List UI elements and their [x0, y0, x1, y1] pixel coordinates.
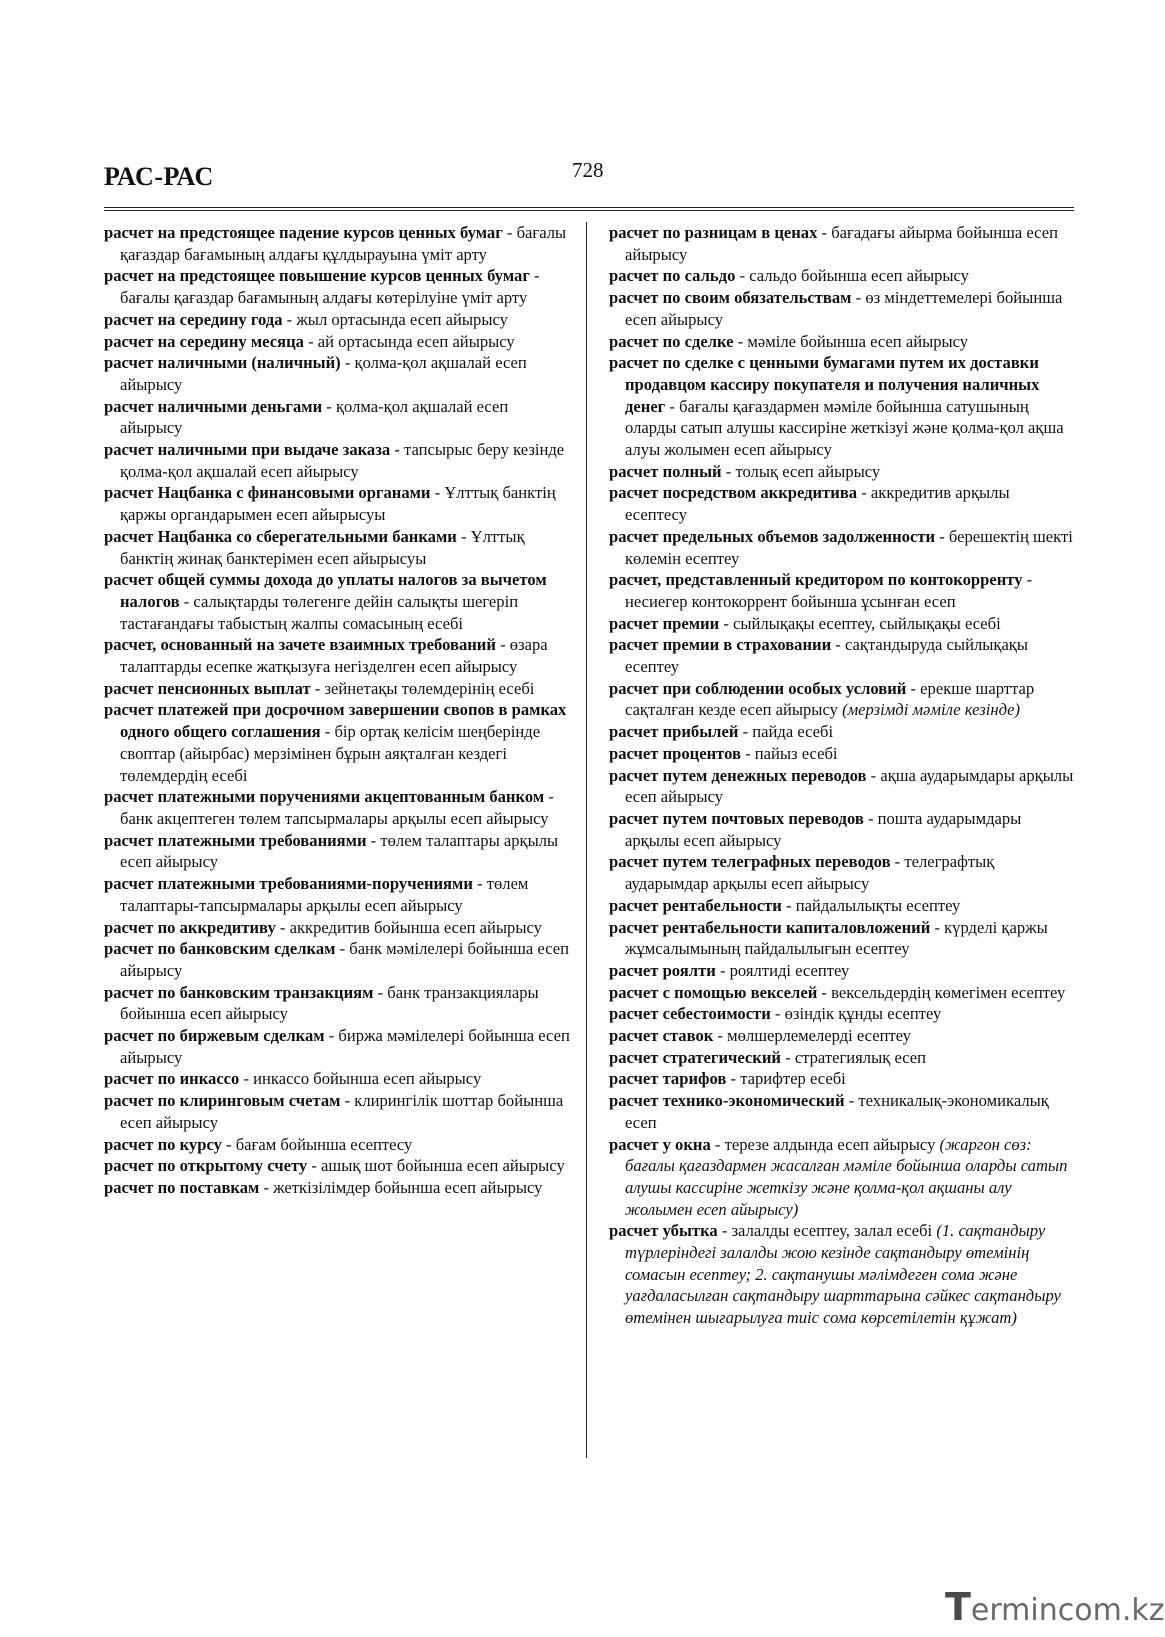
entry-definition: залалды есептеу, залал есебі: [731, 1221, 933, 1241]
entry-term: расчет платежными требованиями: [104, 830, 367, 850]
dictionary-entry: расчет предельных объемов задолженности - берешектің шекті көлемін есептеу: [609, 526, 1073, 568]
dictionary-entry: расчет премии - сыйлықақы есептеу, сыйлықақы есебі: [609, 613, 1001, 633]
entry-term: расчет платежными требованиями-поручениями: [104, 874, 473, 894]
dictionary-entry: расчет по открытому счету - ашық шот бойынша есеп айырысу: [104, 1156, 565, 1176]
entry-definition: сыйлықақы есептеу, сыйлықақы есебі: [733, 613, 1001, 633]
entry-term: расчет по сальдо: [609, 266, 736, 286]
entry-definition: бағалы қағаздармен мәміле бойынша сатушының оларды сатып алушы кассиріне жеткізуі және қолма-қол ақша алуы жолымен есеп айырысу: [625, 396, 1064, 460]
entry-definition: аккредитив арқылы есептесу: [625, 483, 1010, 525]
dictionary-entry: расчет премии в страховании - сақтандыруда сыйлықақы есептеу: [609, 635, 1029, 677]
entry-definition: банк акцептеген төлем тапсырмалары арқылы есеп айырысу: [120, 808, 549, 828]
entry-term: расчет по банковским транзакциям: [104, 982, 374, 1002]
entry-definition: зейнетақы төлемдерінің есебі: [324, 678, 535, 698]
entry-term: расчет по курсу: [104, 1134, 222, 1154]
entry-definition: мәміле бойынша есеп айырысу: [747, 331, 969, 351]
dictionary-entry: расчет платежей при досрочном завершении свопов в рамках одного общего соглашения - бір ортақ келісім шеңберінде своптар (айырбас) мерзімінен бұрын аяқталған кездегі төлемдердің есебі: [104, 700, 567, 785]
entry-term: расчет по своим обязательствам: [609, 288, 852, 308]
entry-term: расчет на середину месяца: [104, 331, 304, 351]
entry-definition: сақтандыруда сыйлықақы есептеу: [625, 635, 1029, 677]
dictionary-entry: расчет наличными деньгами - қолма-қол ақшалай есеп айырысу: [104, 396, 509, 438]
dictionary-entry: расчет путем телеграфных переводов - телеграфтық аударымдар арқылы есеп айырысу: [609, 852, 995, 894]
entry-definition: өз міндеттемелері бойынша есеп айырысу: [625, 288, 1063, 329]
dictionary-entry: расчет с помощью векселей - вексельдердің көмегімен есептеу: [609, 982, 1066, 1002]
page-header: [104, 158, 1074, 202]
entry-definition: күрделі қаржы жұмсалымының пайдалылығын есептеу: [625, 917, 1048, 959]
entry-definition: берешектің шекті көлемін есептеу: [625, 526, 1073, 568]
dictionary-entry: расчет по биржевым сделкам - биржа мәмілелері бойынша есеп айырысу: [104, 1026, 570, 1067]
entry-term: расчет на середину года: [104, 309, 283, 329]
entry-term: расчет с помощью векселей: [609, 982, 818, 1002]
dictionary-entry: расчет на предстоящее падение курсов ценных бумаг - бағалы қағаздар бағамының алдағы құлдырауына үміт арту: [104, 223, 567, 264]
right-column: [609, 222, 1075, 1329]
entry-definition: ақша аударымдары арқылы есеп айырысу: [625, 765, 1074, 807]
entry-definition: ашық шот бойынша есеп айырысу: [321, 1156, 565, 1176]
entry-term: расчет путем денежных переводов: [609, 765, 867, 785]
entry-term: расчет рентабельности: [609, 895, 782, 915]
dictionary-entry: расчет платежными требованиями-поручениями - төлем талаптары-тапсырмалары арқылы есеп айырысу: [104, 874, 529, 915]
entry-definition: мөлшерлемелерді есептеу: [727, 1026, 911, 1046]
dictionary-entry: расчет стратегический - стратегиялық есеп: [609, 1047, 927, 1067]
entry-definition: төлем талаптары-тапсырмалары арқылы есеп айырысу: [120, 874, 529, 915]
dictionary-entry: расчет на середину месяца - ай ортасында есеп айырысу: [104, 331, 515, 351]
dictionary-entry: расчет наличными при выдаче заказа - тапсырыс беру кезінде қолма-қол ақшалай есеп айырысу: [104, 440, 565, 481]
dictionary-entry: расчет путем денежных переводов - ақша аударымдары арқылы есеп айырысу: [609, 765, 1074, 807]
dictionary-entry: расчет тарифов - тарифтер есебі: [609, 1069, 846, 1089]
entry-term: расчет тарифов: [609, 1069, 727, 1089]
entry-term: расчет по сделке: [609, 331, 734, 351]
page-number: 728: [572, 158, 604, 182]
entry-term: расчет Нацбанка со сберегательными банками: [104, 526, 457, 546]
entry-term: расчет по банковским сделкам: [104, 939, 336, 959]
dictionary-entry: расчет роялти - роялтиді есептеу: [609, 960, 850, 980]
dictionary-entry: расчет по банковским сделкам - банк мәмілелері бойынша есеп айырысу: [104, 939, 570, 980]
dictionary-entry: расчет по курсу - бағам бойынша есептесу: [104, 1134, 413, 1154]
dictionary-entry: расчет прибылей - пайда есебі: [609, 722, 834, 742]
entry-term: расчет наличными деньгами: [104, 396, 323, 416]
dictionary-entry: расчет по аккредитиву - аккредитив бойынша есеп айырысу: [104, 917, 542, 937]
entry-term: расчет рентабельности капиталовложений: [609, 917, 931, 937]
entry-definition: бағалы қағаздар бағамының алдағы көтерілуіне үміт арту: [120, 288, 528, 308]
logo-letter: T: [945, 1585, 971, 1629]
dictionary-entry: расчет у окна - терезе алдында есеп айырысу (жаргон сөз: бағалы қағаздармен жасалған мәміле бойынша оларды сатып алушы кассиріне жеткізу және қолма-қол ақшаны алу жолымен есеп айырысу): [609, 1134, 1068, 1219]
entry-note: (мерзімді мәміле кезінде): [842, 700, 1021, 720]
entry-note: (1. сақтандыру түрлеріндегі залалды жою кезінде сақтандыру өтемінің сомасын есептеу; 2. сақтанушы мәлімдеген сома және уағдаласылған сақтандыру шарттарына сәйкес сақтандыру өтемінен шығарылуға тиіс сома көрсетілетін құжат): [625, 1221, 1061, 1328]
dictionary-entry: расчет по сальдо - сальдо бойынша есеп айырысу: [609, 266, 969, 286]
entry-term: расчет себестоимости: [609, 1004, 771, 1024]
dictionary-entry: расчет технико-экономический - техникалық-экономикалық есеп: [609, 1091, 1049, 1132]
entry-term: расчет ставок: [609, 1026, 714, 1046]
dictionary-entry: расчет на середину года - жыл ортасында есеп айырысу: [104, 309, 508, 329]
entry-term: расчет Нацбанка с финансовыми органами: [104, 483, 431, 503]
entry-term: расчет премии: [609, 613, 720, 633]
entry-term: расчет предельных объемов задолженности: [609, 526, 936, 546]
entry-term: расчет по биржевым сделкам: [104, 1026, 325, 1046]
entry-definition: бағам бойынша есептесу: [235, 1134, 413, 1154]
entry-definition: жеткізілімдер бойынша есеп айырысу: [273, 1177, 543, 1197]
entry-term: расчет убытка: [609, 1221, 718, 1241]
dictionary-entry: расчет по клиринговым счетам - клирингілік шоттар бойынша есеп айырысу: [104, 1091, 564, 1132]
dictionary-entry: расчет ставок - мөлшерлемелерді есептеу: [609, 1026, 911, 1046]
entry-term: расчет полный: [609, 461, 722, 481]
entry-definition: пайдалылықты есептеу: [795, 895, 961, 915]
entry-term: расчет общей суммы дохода до уплаты налогов за вычетом налогов: [104, 570, 547, 611]
dictionary-entry: расчет платежными требованиями - төлем талаптары арқылы есеп айырысу: [104, 830, 559, 872]
dictionary-entry: расчет на предстоящее повышение курсов ценных бумаг - бағалы қағаздар бағамының алдағы көтерілуіне үміт арту: [104, 266, 540, 308]
entry-term: расчет на предстоящее падение курсов ценных бумаг: [104, 223, 503, 242]
entry-term: расчет у окна: [609, 1134, 711, 1154]
entry-definition: ай ортасында есеп айырысу: [317, 331, 515, 351]
dictionary-entry: расчет по банковским транзакциям - банк транзакциялары бойынша есеп айырысу: [104, 982, 539, 1024]
entry-term: расчет наличными (наличный): [104, 353, 341, 373]
entry-term: расчет на предстоящее повышение курсов ценных бумаг: [104, 266, 530, 286]
entry-term: расчет по аккредитиву: [104, 917, 276, 937]
entry-term: расчет по инкассо: [104, 1069, 240, 1089]
entry-definition: техникалық-экономикалық есеп: [625, 1091, 1049, 1132]
entry-term: расчет по клиринговым счетам: [104, 1091, 341, 1111]
entry-term: расчет по открытому счету: [104, 1156, 308, 1176]
entry-definition: өзіндік құнды есептеу: [784, 1004, 942, 1024]
entry-definition: сальдо бойынша есеп айырысу: [749, 266, 969, 286]
dictionary-entry: расчет по инкассо - инкассо бойынша есеп айырысу: [104, 1069, 482, 1089]
entry-definition: биржа мәмілелері бойынша есеп айырысу: [120, 1026, 570, 1067]
entry-definition: өзара талаптарды есепке жатқызуға негізделген есеп айырысу: [120, 635, 548, 677]
dictionary-entry: расчет общей суммы дохода до уплаты налогов за вычетом налогов - салықтарды төлегенге дейін салықты шегеріп тастағандағы табыстың жалпы сомасының есебі: [104, 570, 547, 633]
logo-domain: .kz: [1121, 1593, 1165, 1628]
entry-term: расчет стратегический: [609, 1047, 781, 1067]
dictionary-entry: расчет по разницам в ценах - бағадағы айырма бойынша есеп айырысу: [609, 223, 1058, 264]
entry-definition: терезе алдында есеп айырысу: [724, 1134, 936, 1154]
entry-definition: клирингілік шоттар бойынша есеп айырысу: [120, 1091, 564, 1132]
entry-definition: пайыз есебі: [754, 743, 838, 763]
dictionary-entry: расчет по сделке с ценными бумагами путем их доставки продавцом кассиру покупателя и получения наличных денег - бағалы қағаздармен мәміле бойынша сатушының оларды сатып алушы кассиріне жеткізуі және қолма-қол ақша алуы жолымен есеп айырысу: [609, 353, 1064, 460]
entry-definition: төлем талаптары арқылы есеп айырысу: [120, 830, 559, 872]
entry-term: расчет пенсионных выплат: [104, 678, 311, 698]
dictionary-entry: расчет полный - толық есеп айырысу: [609, 461, 881, 481]
dictionary-entry: расчет посредством аккредитива - аккредитив арқылы есептесу: [609, 483, 1010, 525]
entry-term: расчет технико-экономический: [609, 1091, 845, 1111]
dictionary-entry: расчет Нацбанка с финансовыми органами - Ұлттық банктің қаржы органдарымен есеп айырысуы: [104, 483, 556, 525]
entry-note: (жаргон сөз: бағалы қағаздармен жасалған мәміле бойынша оларды сатып алушы кассиріне жеткізу және қолма-қол ақшаны алу жолымен есеп айырысу): [625, 1134, 1068, 1219]
entry-definition: салықтарды төлегенге дейін салықты шегеріп тастағандағы табыстың жалпы сомасының есебі: [120, 591, 519, 633]
dictionary-entry: расчет Нацбанка со сберегательными банками - Ұлттық банктің жинақ банктерімен есеп айырысуы: [104, 526, 525, 568]
entry-term: расчет наличными при выдаче заказа: [104, 440, 391, 460]
entry-definition: несиегер контокоррент бойынша ұсынған есеп: [625, 591, 956, 611]
entry-term: расчет при соблюдении особых условий: [609, 678, 907, 698]
dictionary-entry: расчет при соблюдении особых условий - ерекше шарттар сақталған кезде есеп айырысу (мерзімді мәміле кезінде): [609, 678, 1035, 720]
entry-term: расчет путем телеграфных переводов: [609, 852, 891, 872]
entry-definition: қолма-қол ақшалай есеп айырысу: [120, 396, 509, 438]
dictionary-entry: расчет, представленный кредитором по контокорренту - несиегер контокоррент бойынша ұсынған есеп: [609, 570, 1033, 611]
entry-definition: вексельдердің көмегімен есептеу: [831, 982, 1066, 1002]
entry-term: расчет процентов: [609, 743, 741, 763]
entry-definition: пошта аударымдары арқылы есеп айырысу: [625, 808, 1022, 850]
entry-definition: телеграфтық аударымдар арқылы есеп айырысу: [625, 852, 995, 894]
dictionary-entry: расчет по своим обязательствам - өз міндеттемелері бойынша есеп айырысу: [609, 288, 1063, 329]
entry-definition: тарифтер есебі: [740, 1069, 846, 1089]
left-column: [104, 222, 571, 1199]
dictionary-entry: расчет наличными (наличный) - қолма-қол ақшалай есеп айырысу: [104, 353, 527, 394]
dictionary-entry: расчет пенсионных выплат - зейнетақы төлемдерінің есебі: [104, 678, 535, 698]
entry-term: расчет путем почтовых переводов: [609, 808, 864, 828]
dictionary-entry: расчет убытка - залалды есептеу, залал есебі (1. сақтандыру түрлеріндегі залалды жою кезінде сақтандыру өтемінің сомасын есептеу; 2. сақтанушы мәлімдеген сома және уағдаласылған сақтандыру шарттарына сәйкес сақтандыру өтемінен шығарылуға тиіс сома көрсетілетін құжат): [609, 1221, 1061, 1328]
entry-term: расчет по поставкам: [104, 1177, 260, 1197]
entry-definition: толық есеп айырысу: [735, 461, 881, 481]
entry-term: расчет, представленный кредитором по контокорренту: [609, 570, 1023, 590]
entry-definition: ерекше шарттар сақталған кезде есеп айырысу: [625, 678, 1035, 720]
dictionary-entry: расчет процентов - пайыз есебі: [609, 743, 838, 763]
entry-term: расчет платежными поручениями акцептованным банком: [104, 787, 545, 807]
termincom-logo: [945, 1585, 1165, 1629]
dictionary-entry: расчет рентабельности - пайдалылықты есептеу: [609, 895, 961, 915]
entry-definition: стратегиялық есеп: [794, 1047, 927, 1067]
entry-definition: тапсырыс беру кезінде қолма-қол ақшалай есеп айырысу: [120, 440, 565, 481]
entry-definition: жыл ортасында есеп айырысу: [296, 309, 508, 329]
running-head: РАС-РАС: [104, 162, 214, 191]
dictionary-entry: расчет платежными поручениями акцептованным банком - банк акцептеген төлем тапсырмалары арқылы есеп айырысу: [104, 787, 554, 828]
entry-definition: аккредитив бойынша есеп айырысу: [289, 917, 542, 937]
header-rule: [104, 207, 1074, 211]
entry-term: расчет прибылей: [609, 722, 739, 742]
dictionary-entry: расчет по сделке - мәміле бойынша есеп айырысу: [609, 331, 969, 351]
entry-definition: банк транзакциялары бойынша есеп айырысу: [120, 982, 539, 1024]
entry-term: расчет посредством аккредитива: [609, 483, 858, 503]
logo-text: ermincom: [970, 1593, 1122, 1628]
entry-term: расчет, основанный на зачете взаимных требований: [104, 635, 496, 655]
dictionary-entry: расчет рентабельности капиталовложений - күрделі қаржы жұмсалымының пайдалылығын есептеу: [609, 917, 1048, 959]
entry-term: расчет по разницам в ценах: [609, 223, 818, 242]
entry-definition: бағалы қағаздар бағамының алдағы құлдырауына үміт арту: [120, 223, 567, 264]
column-divider: [586, 222, 587, 1458]
dictionary-entry: расчет, основанный на зачете взаимных требований - өзара талаптарды есепке жатқызуға негізделген есеп айырысу: [104, 635, 548, 677]
entry-definition: Ұлттық банктің жинақ банктерімен есеп айырысуы: [120, 526, 525, 568]
entry-definition: бағадағы айырма бойынша есеп айырысу: [625, 223, 1058, 264]
dictionary-entry: расчет путем почтовых переводов - пошта аударымдары арқылы есеп айырысу: [609, 808, 1022, 850]
entry-definition: инкассо бойынша есеп айырысу: [253, 1069, 482, 1089]
entry-term: расчет по сделке с ценными бумагами путем их доставки продавцом кассиру покупателя и получения наличных денег: [609, 353, 1040, 416]
entry-definition: пайда есебі: [752, 722, 834, 742]
entry-term: расчет роялти: [609, 960, 716, 980]
entry-term: расчет платежей при досрочном завершении свопов в рамках одного общего соглашения: [104, 700, 567, 742]
entry-definition: Ұлттық банктің қаржы органдарымен есеп айырысуы: [120, 483, 556, 525]
entry-definition: бір ортақ келісім шеңберінде своптар (айырбас) мерзімінен бұрын аяқталған кездегі төлемдердің есебі: [120, 722, 541, 785]
entry-definition: банк мәмілелері бойынша есеп айырысу: [120, 939, 570, 980]
dictionary-entry: расчет себестоимости - өзіндік құнды есептеу: [609, 1004, 942, 1024]
entry-definition: роялтиді есептеу: [729, 960, 850, 980]
entry-term: расчет премии в страховании: [609, 635, 832, 655]
dictionary-entry: расчет по поставкам - жеткізілімдер бойынша есеп айырысу: [104, 1177, 543, 1197]
entry-definition: қолма-қол ақшалай есеп айырысу: [120, 353, 527, 394]
